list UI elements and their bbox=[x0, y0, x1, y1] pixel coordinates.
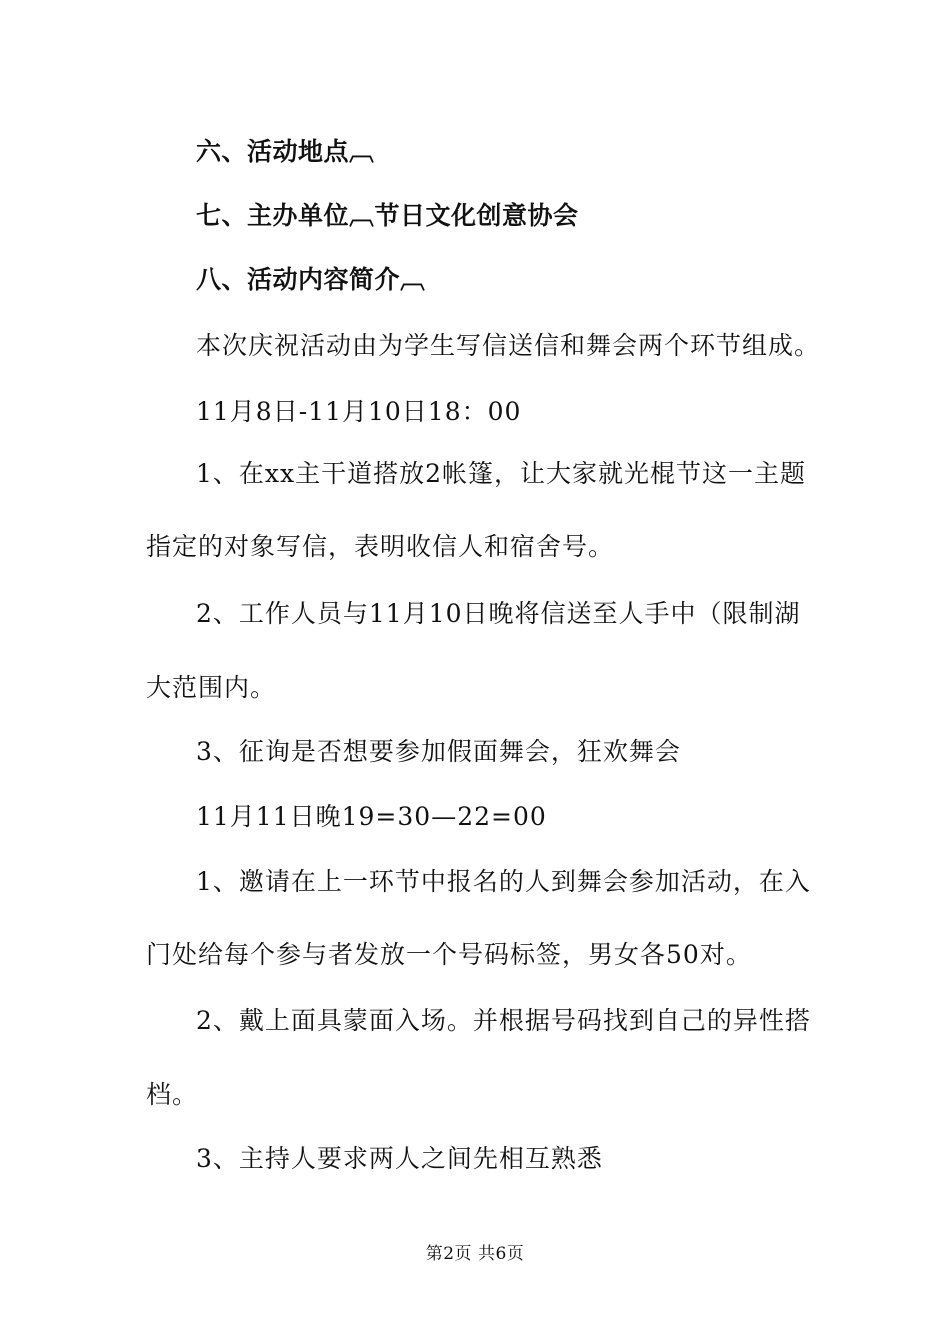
page-number-footer: 第2页 共6页 bbox=[425, 1244, 525, 1264]
paragraph-dance-item-2-line-1: 2、戴上面具蒙面入场。并根据号码找到自己的异性搭 bbox=[196, 1006, 811, 1035]
paragraph-item-1-line-1: 1、在xx主干道搭放2帐篷，让大家就光棍节这一主题 bbox=[196, 459, 807, 488]
paragraph-dance-time: 11月11日晚19=30—22=00 bbox=[196, 802, 547, 831]
paragraph-intro: 本次庆祝活动由为学生写信送信和舞会两个环节组成。 bbox=[196, 331, 821, 360]
paragraph-item-1-line-2: 指定的对象写信，表明收信人和宿舍号。 bbox=[146, 532, 615, 561]
paragraph-dance-item-2-line-2: 档。 bbox=[146, 1080, 199, 1109]
heading-organizer: 七、主办单位︹节日文化创意协会 bbox=[196, 201, 579, 230]
heading-activity-content: 八、活动内容简介︹ bbox=[196, 265, 426, 294]
paragraph-date-range: 11月8日-11月10日18：00 bbox=[196, 397, 522, 426]
paragraph-dance-item-1-line-1: 1、邀请在上一环节中报名的人到舞会参加活动，在入 bbox=[196, 867, 811, 896]
paragraph-dance-item-1-line-2: 门处给每个参与者发放一个号码标签，男女各50对。 bbox=[146, 940, 752, 969]
heading-activity-location: 六、活动地点︹ bbox=[196, 137, 375, 166]
paragraph-item-3: 3、征询是否想要参加假面舞会，狂欢舞会 bbox=[196, 737, 681, 766]
paragraph-item-2-line-2: 大范围内。 bbox=[146, 673, 277, 702]
paragraph-dance-item-3: 3、主持人要求两人之间先相互熟悉 bbox=[196, 1144, 603, 1173]
paragraph-item-2-line-1: 2、工作人员与11月10日晚将信送至人手中（限制湖 bbox=[196, 599, 801, 628]
